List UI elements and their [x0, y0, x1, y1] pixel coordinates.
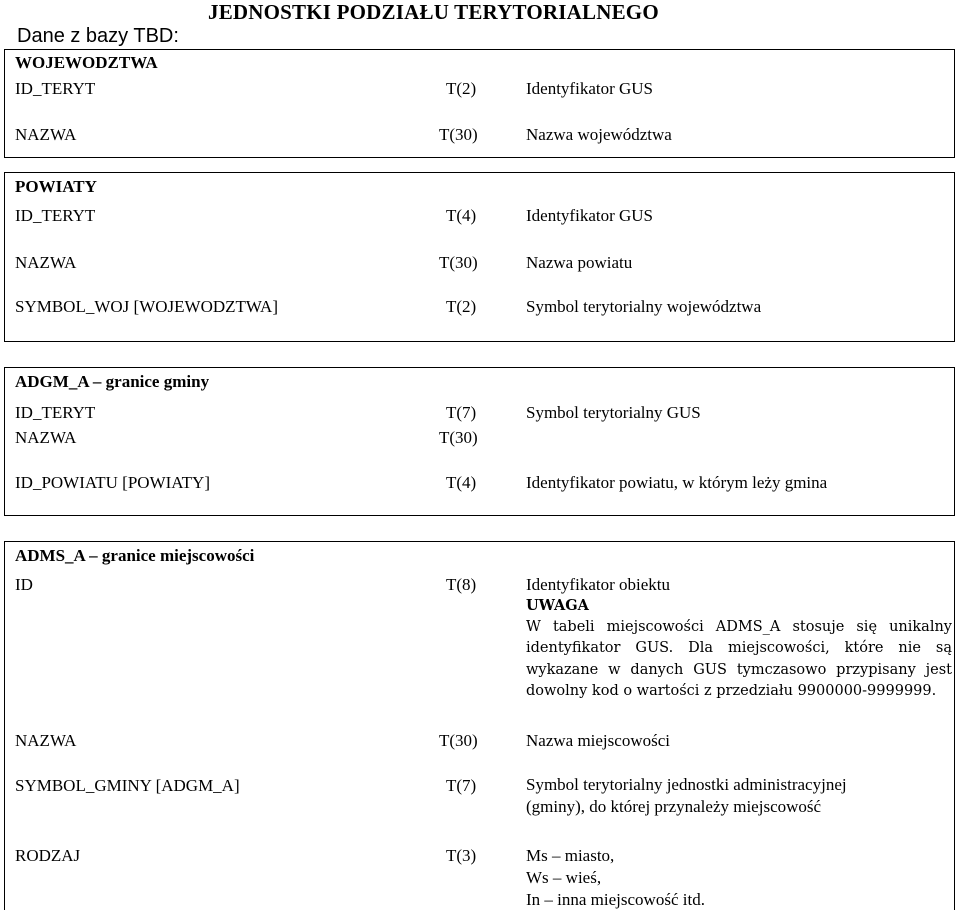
field-desc: Identyfikator obiektu — [526, 575, 670, 594]
field-name: NAZWA — [15, 125, 77, 144]
table-header: POWIATY — [15, 177, 97, 196]
field-desc: Symbol terytorialny województwa — [526, 297, 762, 316]
field-name: ID_TERYT — [15, 206, 96, 225]
note-title: UWAGA — [526, 597, 589, 614]
table-adgm-a — [4, 367, 955, 516]
desc-line: (gminy), do której przynależy miejscowość — [526, 797, 822, 816]
field-type: T(3) — [446, 846, 477, 865]
field-type: T(7) — [446, 403, 477, 422]
field-name: ID_TERYT — [15, 79, 96, 98]
note-uwaga — [526, 595, 952, 703]
field-type: T(30) — [439, 253, 478, 272]
field-name: ID_TERYT — [15, 403, 96, 422]
field-desc: Identyfikator GUS — [526, 206, 654, 225]
desc-line: In – inna miejscowość itd. — [526, 890, 705, 909]
field-type: T(30) — [439, 731, 478, 750]
page-title: JEDNOSTKI PODZIAŁU TERYTORIALNEGO — [208, 0, 659, 24]
desc-line: Symbol terytorialny jednostki administracyjnej — [526, 775, 847, 794]
field-desc — [526, 845, 705, 911]
field-type: T(2) — [446, 79, 477, 98]
field-name: SYMBOL_WOJ [WOJEWODZTWA] — [15, 297, 278, 316]
field-name: NAZWA — [15, 428, 77, 447]
desc-line: Ws – wieś, — [526, 868, 602, 887]
field-type: T(30) — [439, 125, 478, 144]
table-header: WOJEWODZTWA — [15, 53, 158, 72]
note-text: W tabeli miejscowości ADMS_A stosuje się unikalny identyfikator GUS. Dla miejscowości, które nie są wykazane w danych GUS tymczasowo przypisany jest dowolny kod o wartości z przedziału 9900000-9999999. — [526, 618, 952, 699]
field-desc: Nazwa powiatu — [526, 253, 633, 272]
field-name: RODZAJ — [15, 846, 81, 865]
page-subtitle: Dane z bazy TBD: — [17, 25, 179, 47]
field-type: T(4) — [446, 206, 477, 225]
field-desc: Identyfikator GUS — [526, 79, 654, 98]
desc-line: Ms – miasto, — [526, 846, 615, 865]
field-desc: Identyfikator powiatu, w którym leży gmina — [526, 473, 828, 492]
table-header: ADMS_A – granice miejscowości — [15, 546, 255, 565]
field-desc: Nazwa miejscowości — [526, 731, 670, 750]
field-name: ID_POWIATU [POWIATY] — [15, 473, 210, 492]
field-desc: Nazwa województwa — [526, 125, 672, 144]
field-name: ID — [15, 575, 33, 594]
field-type: T(4) — [446, 473, 477, 492]
field-type: T(8) — [446, 575, 477, 594]
field-name: NAZWA — [15, 731, 77, 750]
field-desc: Symbol terytorialny GUS — [526, 403, 701, 422]
field-name: NAZWA — [15, 253, 77, 272]
table-wojewodztwa — [4, 49, 955, 158]
field-type: T(30) — [439, 428, 478, 447]
field-desc — [526, 774, 847, 818]
field-type: T(2) — [446, 297, 477, 316]
table-powiaty — [4, 172, 955, 342]
field-type: T(7) — [446, 776, 477, 795]
table-header: ADGM_A – granice gminy — [15, 372, 210, 391]
field-name: SYMBOL_GMINY [ADGM_A] — [15, 776, 240, 795]
table-adms-a — [4, 541, 955, 910]
